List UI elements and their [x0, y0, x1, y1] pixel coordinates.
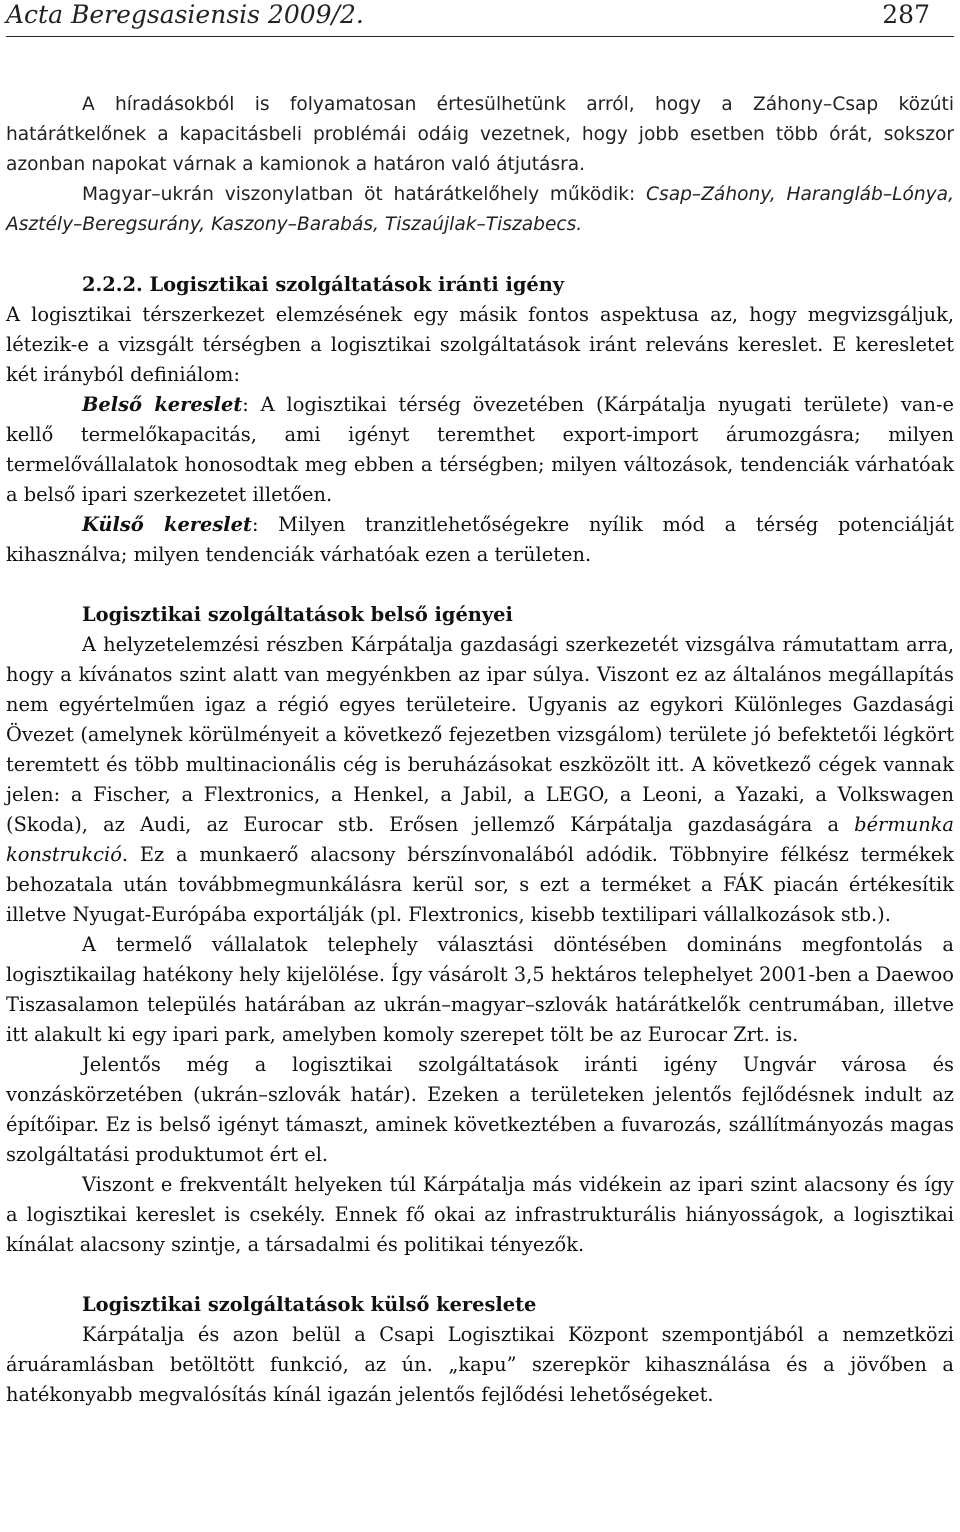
running-header [6, 0, 954, 37]
outer-demand-term: Külső kereslet [82, 513, 252, 536]
document-body [6, 90, 954, 1410]
inner-demand-text: : A logisztikai térség övezetében (Kárpátalja nyugati területe) van-e kellő termelőkapacitás, ami igényt teremthet export-import árumozgásra; milyen termelővállalatok honosodtak meg ebben a térségben; milyen változások, tendenciák várhatóak a belső ipari szerkezetet illetően. [6, 393, 954, 506]
paragraph-outer-demand [6, 510, 954, 570]
paragraph-demand-intro: A logisztikai térszerkezet elemzésének egy másik fontos aspektusa az, hogy megvizsgáljuk, létezik-e a vizsgált térségben a logisztikai szolgáltatások iránt releváns kereslet. E keresletet két irányból definiálom: [6, 303, 954, 386]
economic-structure-text-b: . Ez a munkaerő alacsony bérszínvonalából adódik. Többnyire félkész termékek behozatala után továbbmegmunkálásra kerül sor, s ezt a terméket a FÁK piacán értékesítik illetve Nyugat-Európába exportálják (pl. Flextronics, kisebb textilipari vállalkozások stb.). [6, 843, 954, 926]
journal-title: Acta Beregsasiensis 2009/2. [6, 0, 364, 29]
section-heading-outer-demand: Logisztikai szolgáltatások külső kereslete [82, 1293, 537, 1316]
paragraph-gateway-role: Kárpátalja és azon belül a Csapi Logisztikai Központ szempontjából a nemzetközi áruáramlásban betöltött funkció, az ún. „kapu” szerepkör kihasználása és a jövőben a hatékonyabb megvalósítás kínál igazán jelentős fejlődési lehetőségeket. [6, 1323, 954, 1406]
section-heading-demand: 2.2.2. Logisztikai szolgáltatások iránti igény [82, 273, 565, 296]
paragraph-crossing-points [6, 180, 954, 240]
economic-structure-em: bérmunka konstrukció [6, 813, 954, 866]
paragraph-other-regions: Viszont e frekventált helyeken túl Kárpátalja más vidékein az ipari szint alacsony és így a logisztikai kereslet is csekély. Ennek fő okai az infrastrukturális hiányosságok, a logisztikai kínálat alacsony szintje, a társadalmi és politikai tényezők. [6, 1173, 954, 1256]
document-page [6, 0, 954, 1406]
spacer [6, 240, 954, 270]
outer-demand-text: : Milyen tranzitlehetőségekre nyílik mód a térség potenciálját kihasználva; milyen tendenciák várhatóak ezen a területen. [6, 513, 954, 566]
paragraph-inner-demand [6, 390, 954, 510]
spacer [6, 1260, 954, 1290]
crossing-points-list: Csap–Záhony, Harangláb–Lónya, Asztély–Beregsurány, Kaszony–Barabás, Tiszaújlak–Tiszabecs. [6, 184, 954, 235]
spacer [6, 570, 954, 600]
economic-structure-text-a: A helyzetelemzési részben Kárpátalja gazdasági szerkezetét vizsgálva rámutattam arra, hogy a kívánatos szint alatt van megyénkben az ipar súlya. Viszont ez az általános megállapítás nem egyértelműen igaz a régió egyes területeire. Ugyanis az egykori Különleges Gazdasági Övezet (amelynek körülményeit a következő fejezetben vizsgálom) területe jó befektetői légkört teremtett és több multinacionális cég is beruházásokat eszközölt itt. A következő cégek vannak jelen: a Fischer, a Flextronics, a Henkel, a Jabil, a LEGO, a Leoni, a Yazaki, a Volkswagen (Skoda), az Audi, az Eurocar stb. Erősen jellemző Kárpátalja gazdaságára a [6, 633, 954, 836]
paragraph-border-crossing: A híradásokból is folyamatosan értesülhetünk arról, hogy a Záhony–Csap közúti határátkelőnek a kapacitásbeli problémái odáig vezetnek, hogy jobb esetben több órát, sokszor azonban napokat várnak a kamionok a határon való átjutásra. [6, 94, 954, 175]
section-heading-inner-needs: Logisztikai szolgáltatások belső igényei [82, 603, 513, 626]
crossing-points-lead: Magyar–ukrán viszonylatban öt határátkelőhely működik: [82, 184, 647, 205]
page-number: 287 [882, 0, 930, 29]
paragraph-uzhhorod: Jelentős még a logisztikai szolgáltatások iránti igény Ungvár városa és vonzáskörzetében (ukrán–szlovák határ). Ezeken a területeken jelentős fejlődésnek indult az építőipar. Ez is belső igényt támaszt, aminek következtében a fuvarozás, szállítmányozás magas szolgáltatási produktumot ért el. [6, 1053, 954, 1166]
paragraph-site-selection: A termelő vállalatok telephely választási döntésében domináns megfontolás a logisztikailag hatékony hely kijelölése. Így vásárolt 3,5 hektáros telephelyet 2001-ben a Daewoo Tiszasalamon település határában az ukrán–magyar–szlovák határátkelők centrumában, illetve itt alakult ki egy ipari park, amelyben komoly szerepet tölt be az Eurocar Zrt. is. [6, 933, 954, 1046]
paragraph-economic-structure [6, 630, 954, 930]
inner-demand-term: Belső kereslet [82, 393, 243, 416]
